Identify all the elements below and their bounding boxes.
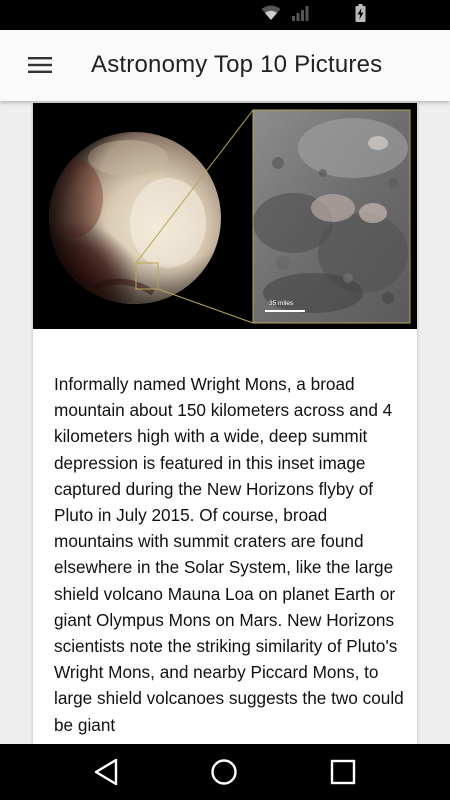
recents-square-icon[interactable] bbox=[323, 756, 363, 788]
app-bar bbox=[0, 30, 450, 101]
back-triangle-icon[interactable] bbox=[86, 756, 126, 788]
battery-charging-icon bbox=[355, 4, 366, 27]
picture-card bbox=[33, 103, 417, 744]
picture-description: Informally named Wright Mons, a broad mountain about 150 kilometers across and 4 kilometers high with a wide, deep summit depression is featured in this inset image captured during the New Horizons flyby of Pluto in July 2015. Of course, broad mountains with summit craters are found elsewhere in the Solar System, like the large shield volcano Mauna Loa on planet Earth or giant Olympus Mons on Mars. New Horizons scientists note the striking similarity of Pluto's Wright Mons, and nearby Piccard Mons, to large shield volcanoes suggests the two could be giant bbox=[54, 374, 404, 735]
status-bar bbox=[0, 0, 450, 30]
content-scroll-area[interactable] bbox=[0, 101, 450, 744]
status-icons bbox=[261, 6, 366, 24]
hamburger-menu-icon[interactable] bbox=[22, 50, 58, 80]
home-circle-icon[interactable] bbox=[204, 756, 244, 788]
signal-icon bbox=[291, 5, 309, 26]
wifi-icon bbox=[261, 5, 281, 26]
navigation-bar bbox=[0, 744, 450, 800]
pluto-wright-mons-photo[interactable] bbox=[33, 103, 417, 329]
scale-label: 35 miles bbox=[269, 300, 294, 307]
app-title: Astronomy Top 10 Pictures bbox=[91, 51, 383, 78]
